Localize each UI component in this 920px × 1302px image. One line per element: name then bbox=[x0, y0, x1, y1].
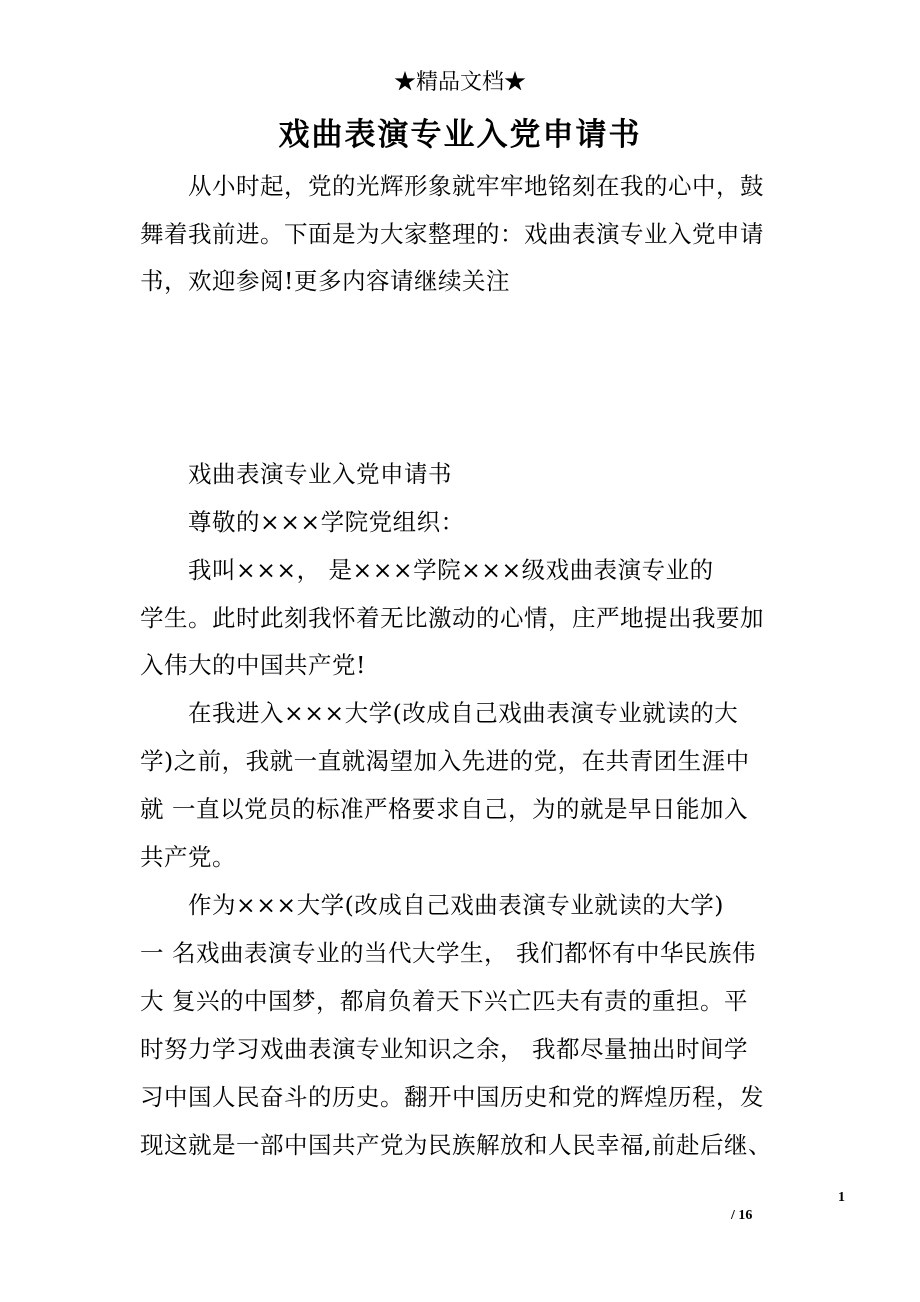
paragraph-line: 一 名戏曲表演专业的当代大学生， 我们都怀有中华民族伟 bbox=[140, 939, 756, 967]
intro-line: 从小时起，党的光辉形象就牢牢地铭刻在我的心中，鼓 bbox=[188, 172, 764, 200]
paragraph-line: 学生。此时此刻我怀着无比激动的心情，庄严地提出我要加 bbox=[140, 604, 764, 632]
letter-salutation: 尊敬的×××学院党组织： bbox=[188, 508, 465, 536]
paragraph-line: 大 复兴的中国梦，都肩负着天下兴亡匹夫有责的重担。平 bbox=[140, 987, 748, 1015]
document-title: 戏曲表演专业入党申请书 bbox=[278, 117, 642, 153]
document-header: ★精品文档★ bbox=[393, 70, 526, 95]
letter-subtitle: 戏曲表演专业入党申请书 bbox=[188, 460, 452, 488]
paragraph-line: 习中国人民奋斗的历史。翻开中国历史和党的辉煌历程，发 bbox=[140, 1083, 764, 1111]
paragraph-line: 入伟大的中国共产党! bbox=[140, 651, 366, 679]
paragraph-line: 我叫×××， 是×××学院×××级戏曲表演专业的 bbox=[188, 556, 714, 584]
page-total: / 16 bbox=[731, 1208, 753, 1223]
page-number: 1 bbox=[838, 1190, 845, 1205]
intro-line: 舞着我前进。下面是为大家整理的：戏曲表演专业入党申请 bbox=[140, 220, 764, 248]
paragraph-line: 现这就是一部中国共产党为民族解放和人民幸福,前赴后继、 bbox=[140, 1131, 772, 1159]
paragraph-line: 时努力学习戏曲表演专业知识之余， 我都尽量抽出时间学 bbox=[140, 1035, 748, 1063]
paragraph-line: 学)之前，我就一直就渴望加入先进的党，在共青团生涯中 bbox=[140, 747, 750, 775]
intro-line: 书，欢迎参阅!更多内容请继续关注 bbox=[140, 267, 510, 295]
paragraph-line: 在我进入×××大学(改成自己戏曲表演专业就读的大 bbox=[188, 699, 739, 727]
paragraph-line: 就 一直以党员的标准严格要求自己，为的就是早日能加入 bbox=[140, 795, 748, 823]
paragraph-line: 共产党。 bbox=[140, 843, 236, 871]
paragraph-line: 作为×××大学(改成自己戏曲表演专业就读的大学) bbox=[188, 891, 724, 919]
